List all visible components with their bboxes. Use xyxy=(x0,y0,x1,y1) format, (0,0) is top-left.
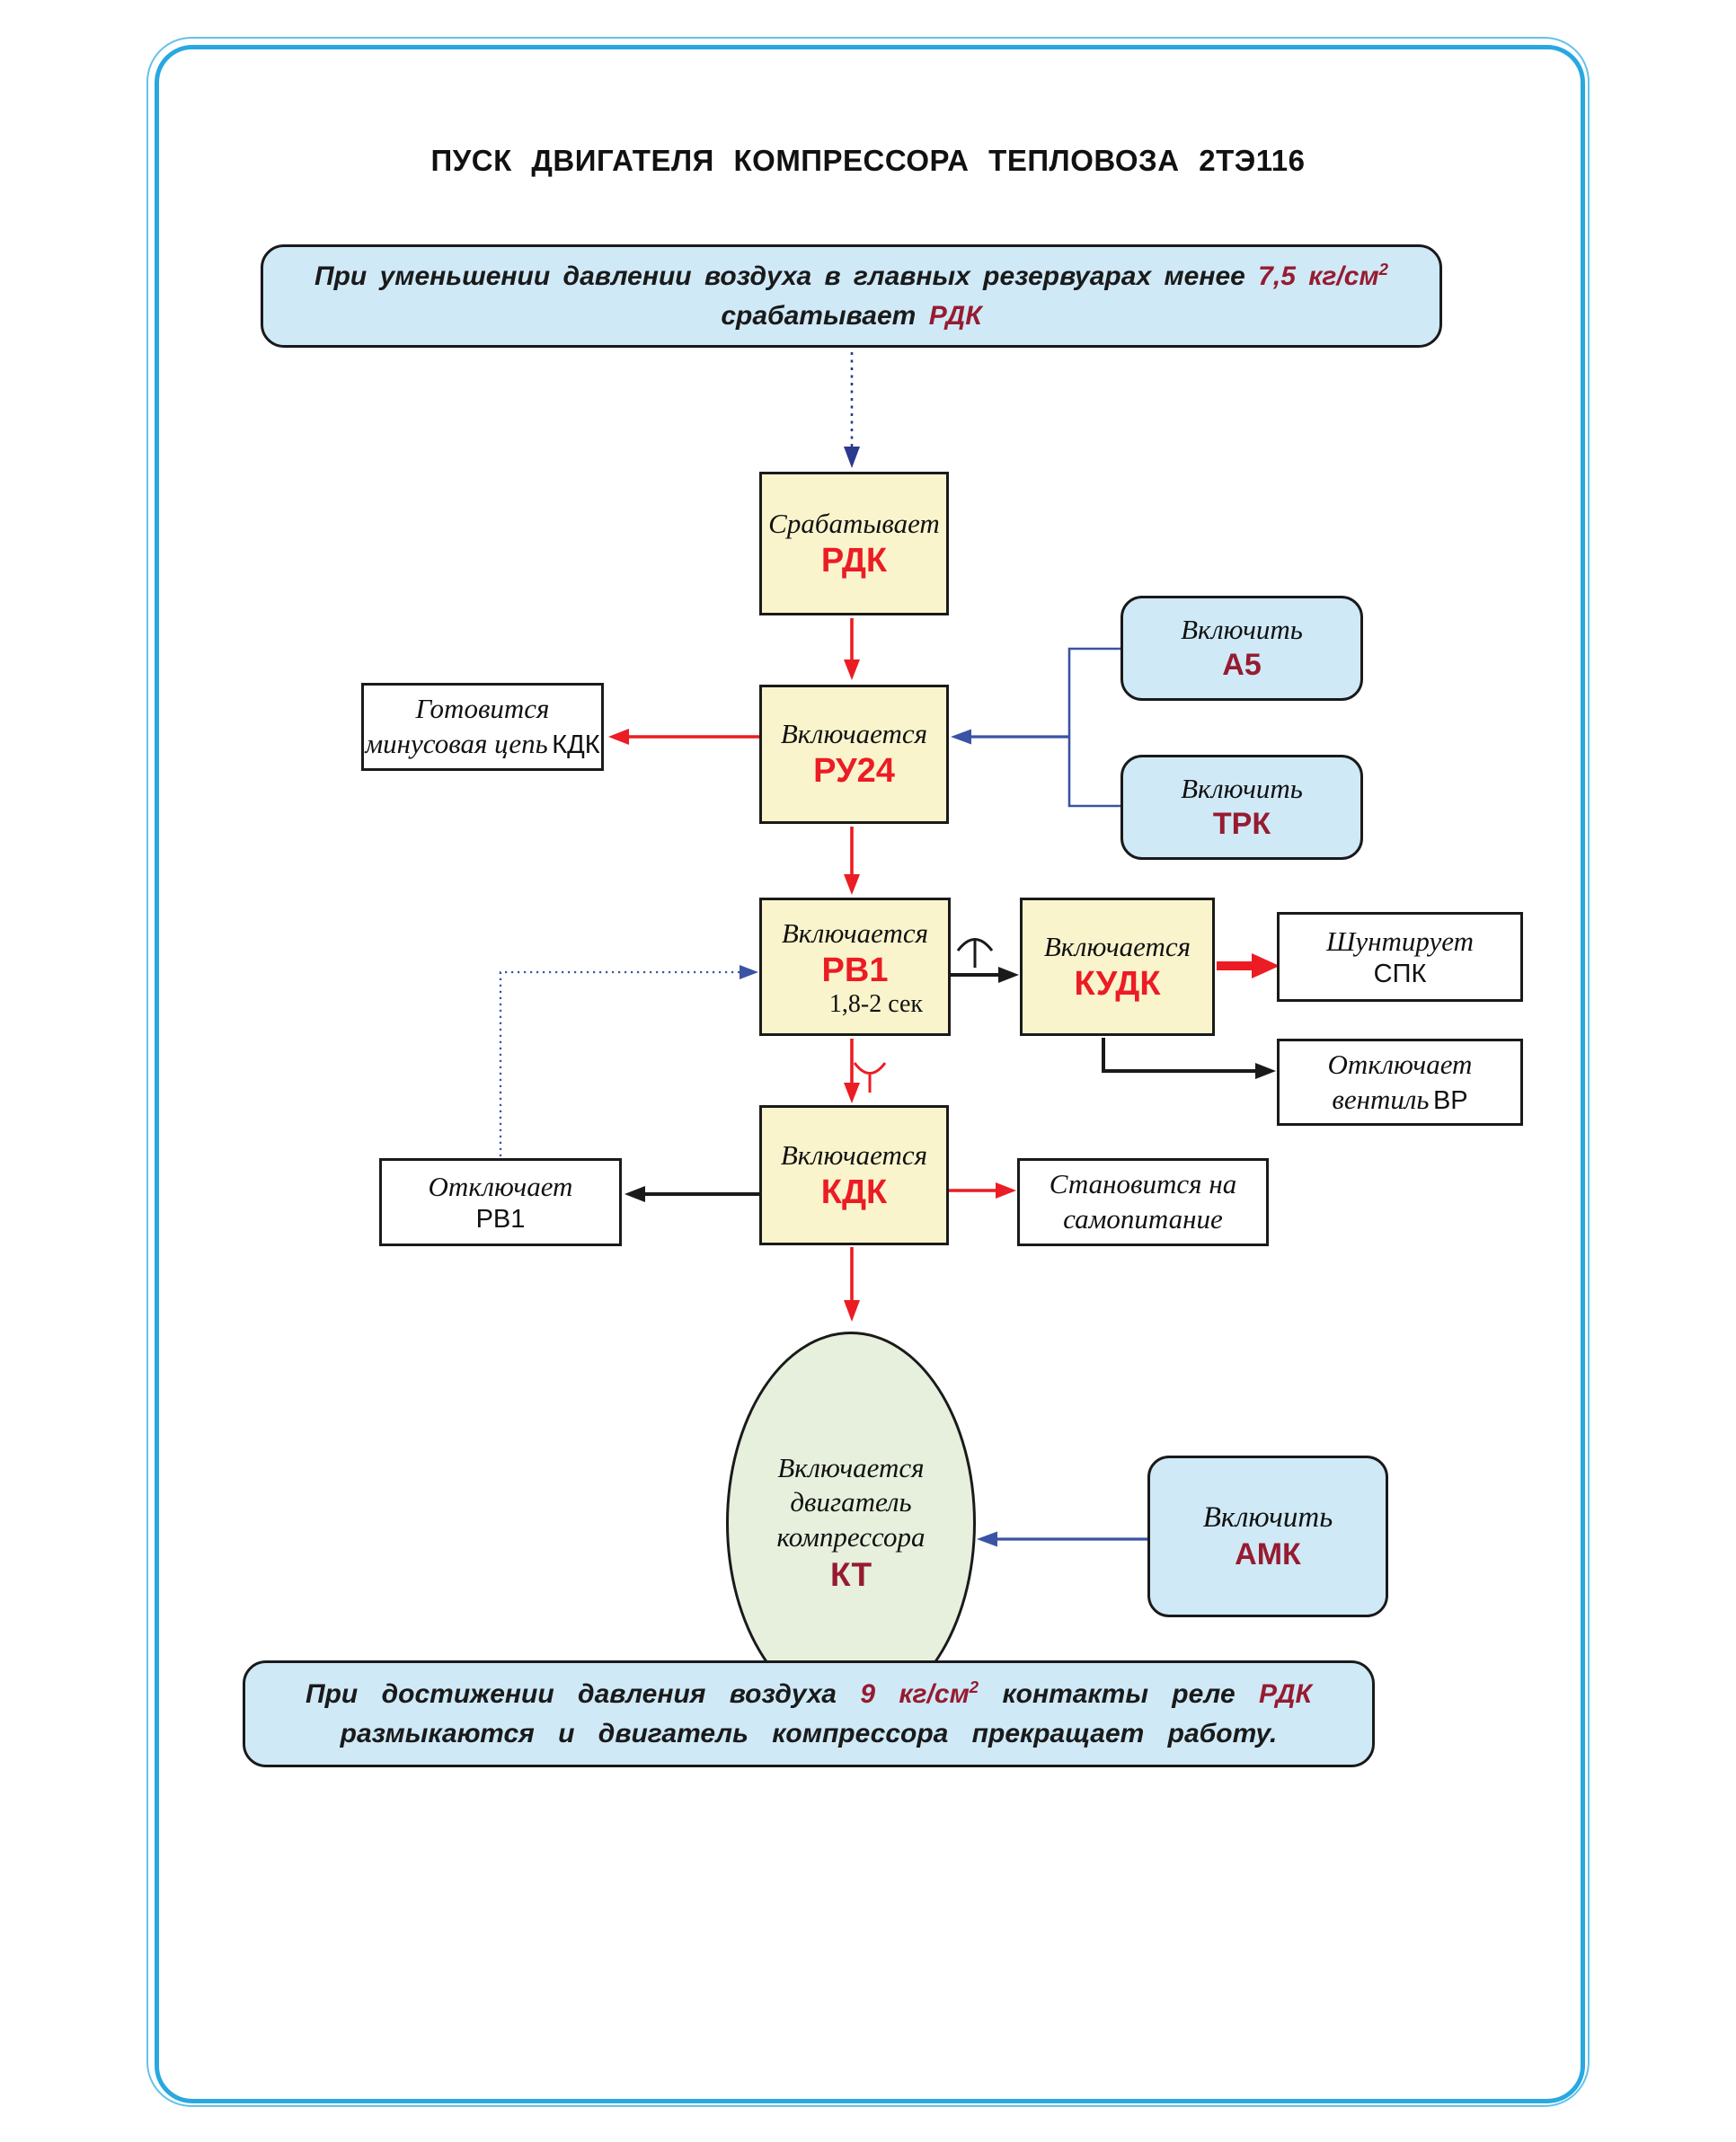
node-vr xyxy=(1277,1039,1523,1126)
node-a5-code: А5 xyxy=(1222,648,1262,683)
node-amk-action: Включить xyxy=(1202,1500,1333,1534)
node-rv1 xyxy=(759,898,951,1036)
kt-line1: Включается xyxy=(777,1451,925,1483)
vr-line1: Отключает xyxy=(1327,1048,1473,1080)
node-ru24-action: Включается xyxy=(780,718,928,750)
vr-line2: вентиль ВР xyxy=(1332,1083,1468,1115)
node-spk xyxy=(1277,912,1523,1002)
node-kudk-action: Включается xyxy=(1043,930,1191,962)
intro-line2: срабатывает РДК xyxy=(721,300,982,331)
self-feed-line1: Становится на xyxy=(1049,1168,1237,1200)
node-amk xyxy=(1147,1456,1388,1617)
rv1-off-line1: Отключает xyxy=(428,1171,573,1203)
arrow-kdk-to-selffeed xyxy=(949,1182,1016,1199)
node-amk-code: АМК xyxy=(1235,1537,1301,1572)
outro-line2: размыкаются и двигатель компрессора прекращает работу. xyxy=(340,1718,1278,1748)
rv1-off-line2: РВ1 xyxy=(475,1204,526,1234)
delay-on-release-symbol xyxy=(855,1063,885,1093)
arrow-rv1-to-kudk xyxy=(951,967,1019,983)
node-minus-chain xyxy=(361,683,604,771)
minus-chain-line2: минусовая цепь КДК xyxy=(365,728,600,759)
intro-line1: При уменьшении давлении воздуха в главных резервуарах менее 7,5 $кг/см^2$ xyxy=(314,260,1388,291)
node-kdk-action: Включается xyxy=(780,1138,928,1171)
node-rv1-off xyxy=(379,1158,622,1246)
arrow-kdk-to-kt xyxy=(844,1247,860,1322)
arrow-amk-to-kt xyxy=(977,1532,1147,1547)
arrow-ru24-to-minus-chain xyxy=(608,729,759,745)
arrow-ru24-to-rv1 xyxy=(844,827,860,895)
spk-line2: СПК xyxy=(1373,959,1427,988)
page-title: ПУСК ДВИГАТЕЛЯ КОМПРЕССОРА ТЕПЛОВОЗА 2ТЭ116 xyxy=(430,144,1306,177)
intro-condition-box xyxy=(261,244,1442,348)
node-self-feed xyxy=(1017,1158,1269,1246)
arrow-rdk-to-ru24 xyxy=(844,618,860,680)
node-ru24 xyxy=(759,685,949,824)
outro-condition-box xyxy=(243,1660,1375,1767)
self-feed-line2: самопитание xyxy=(1063,1203,1223,1235)
node-kudk xyxy=(1020,898,1215,1036)
minus-chain-line1: Готовится xyxy=(415,693,550,725)
node-rdk-action: Срабатывает xyxy=(768,507,940,539)
node-kudk-code: КУДК xyxy=(1074,964,1161,1003)
node-rdk-code: РДК xyxy=(820,541,888,580)
node-trk-action: Включить xyxy=(1181,772,1303,804)
node-rv1-action: Включается xyxy=(781,917,929,949)
node-kt xyxy=(726,1332,976,1714)
node-rv1-code: РВ1 xyxy=(821,951,889,989)
arrow-kudk-to-vr xyxy=(1103,1038,1276,1079)
node-rv1-delay: 1,8-2 сек xyxy=(828,990,923,1019)
node-kdk-code: КДК xyxy=(820,1173,888,1211)
node-kdk xyxy=(759,1105,949,1245)
node-trk-code: ТРК xyxy=(1212,807,1271,842)
node-rdk xyxy=(759,472,949,615)
node-trk xyxy=(1120,755,1363,860)
kt-line3: компрессора xyxy=(776,1521,926,1553)
kt-code: КТ xyxy=(829,1555,872,1593)
node-ru24-code: РУ24 xyxy=(813,752,895,791)
arrow-intro-to-rdk xyxy=(844,352,860,468)
arrow-rv1-to-kdk xyxy=(844,1039,860,1103)
node-a5 xyxy=(1120,596,1363,701)
node-a5-action: Включить xyxy=(1181,613,1303,645)
arrow-rv1off-feedback xyxy=(500,965,758,1156)
arrow-kudk-to-spk xyxy=(1217,953,1280,978)
bracket-a5-trk xyxy=(951,649,1120,806)
spk-line1: Шунтирует xyxy=(1326,925,1474,958)
arrow-kdk-to-rv1off xyxy=(624,1186,759,1202)
delay-on-pickup-symbol xyxy=(958,940,992,969)
outro-line1: При достижении давления воздуха 9 $кг/см^2$ контакты реле РДК xyxy=(306,1677,1312,1709)
kt-line2: двигатель xyxy=(790,1486,912,1518)
